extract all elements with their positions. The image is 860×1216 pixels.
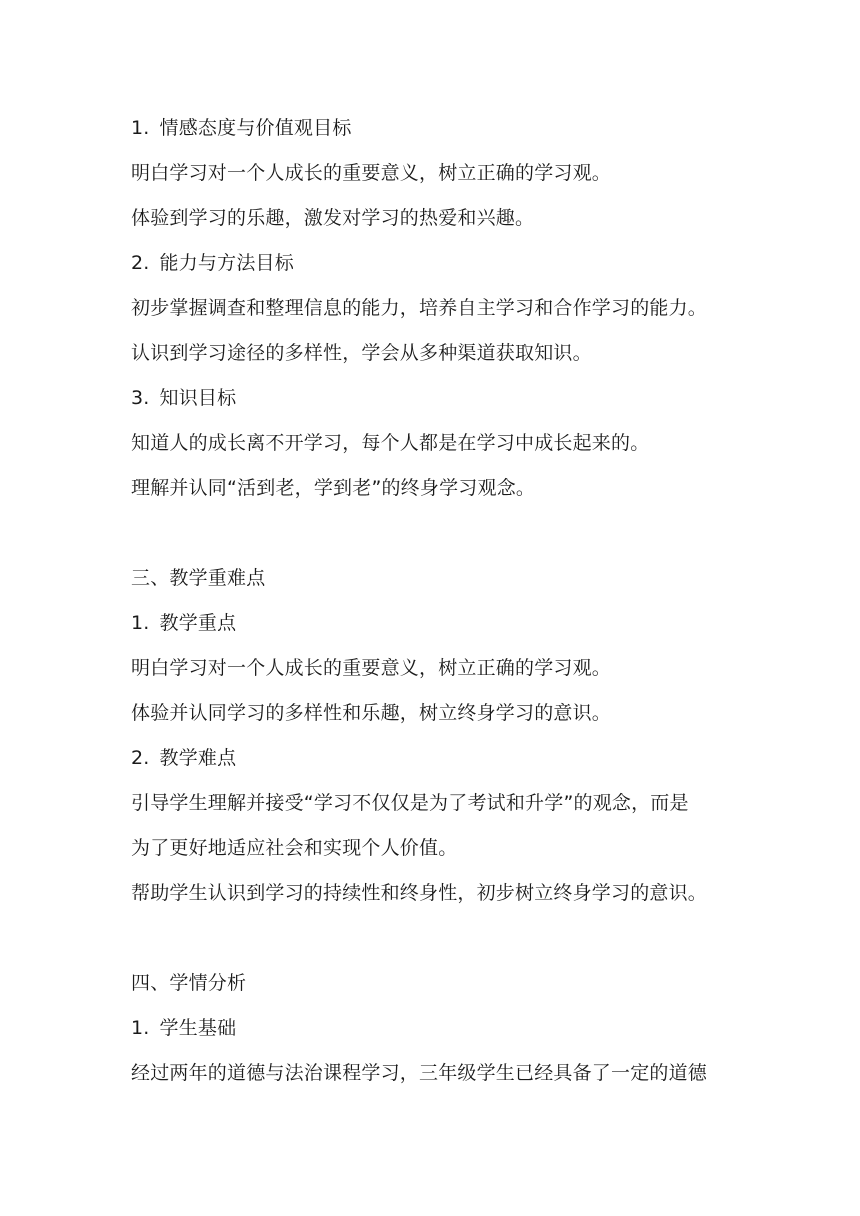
- list-item-heading: [131, 745, 741, 771]
- list-number: 3.: [131, 387, 150, 409]
- list-item-label: 能力与方法目标: [159, 252, 294, 274]
- list-item-heading: [131, 115, 741, 141]
- paragraph: 明白学习对一个人成长的重要意义，树立正确的学习观。: [131, 657, 612, 679]
- list-item-heading: [131, 1015, 741, 1041]
- list-item-heading: [131, 610, 741, 636]
- list-number: 1.: [131, 1017, 150, 1039]
- paragraph: 帮助学生认识到学习的持续性和终身性，初步树立终身学习的意识。: [131, 882, 708, 904]
- section-heading: 四、学情分析: [131, 972, 247, 994]
- list-item-label: 教学重点: [159, 612, 237, 634]
- list-number: 1.: [131, 117, 150, 139]
- list-number: 1.: [131, 612, 150, 634]
- list-number: 2.: [131, 747, 150, 769]
- list-item-label: 教学难点: [159, 747, 237, 769]
- list-item-label: 学生基础: [159, 1017, 237, 1039]
- paragraph: 引导学生理解并接受“学习不仅仅是为了考试和升学”的观念，而是: [131, 792, 689, 814]
- paragraph: 体验到学习的乐趣，激发对学习的热爱和兴趣。: [131, 207, 535, 229]
- paragraph: 知道人的成长离不开学习，每个人都是在学习中成长起来的。: [131, 432, 650, 454]
- list-number: 2.: [131, 252, 150, 274]
- paragraph: 经过两年的道德与法治课程学习，三年级学生已经具备了一定的道德: [131, 1062, 708, 1084]
- paragraph: 明白学习对一个人成长的重要意义，树立正确的学习观。: [131, 162, 612, 184]
- paragraph: 初步掌握调查和整理信息的能力，培养自主学习和合作学习的能力。: [131, 297, 708, 319]
- list-item-heading: [131, 250, 741, 276]
- list-item-label: 情感态度与价值观目标: [159, 117, 352, 139]
- paragraph: 体验并认同学习的多样性和乐趣，树立终身学习的意识。: [131, 702, 612, 724]
- paragraph: 为了更好地适应社会和实现个人价值。: [131, 837, 458, 859]
- list-item-heading: [131, 385, 741, 411]
- paragraph: 理解并认同“活到老，学到老”的终身学习观念。: [131, 477, 536, 499]
- list-item-label: 知识目标: [159, 387, 237, 409]
- paragraph: 认识到学习途径的多样性，学会从多种渠道获取知识。: [131, 342, 592, 364]
- section-heading: 三、教学重难点: [131, 567, 266, 589]
